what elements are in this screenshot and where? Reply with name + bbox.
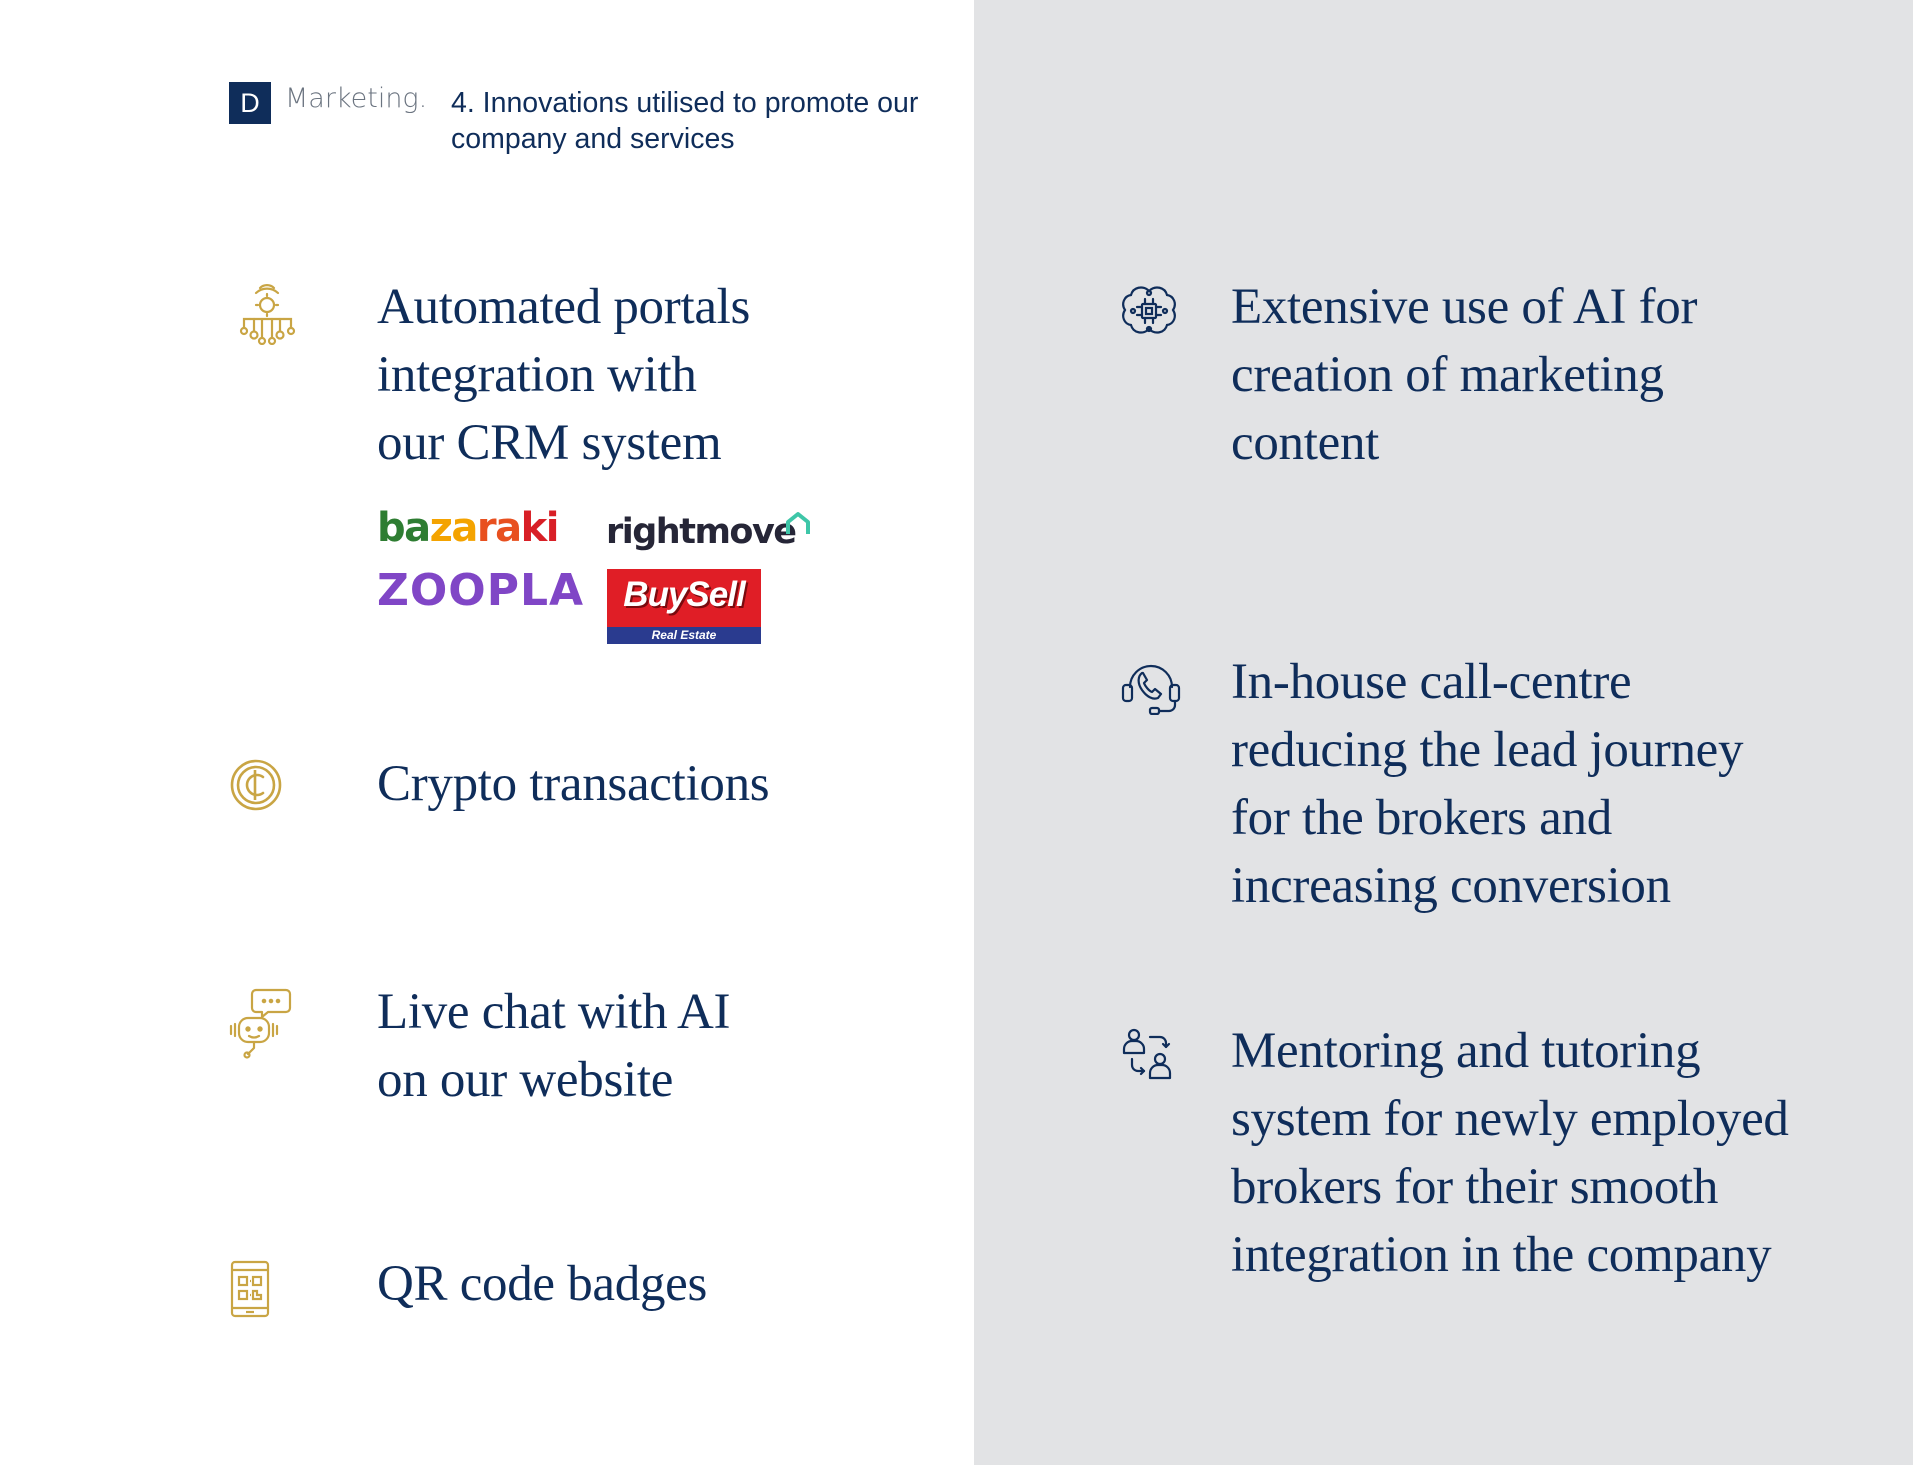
- qr-badges-title: QR code badges: [377, 1256, 708, 1312]
- bazaraki-letter: i: [545, 505, 558, 551]
- qr-phone-icon: [229, 1259, 271, 1319]
- section-badge: D: [229, 82, 271, 124]
- ai-marketing-title: Extensive use of AI for creation of marketing content: [1231, 279, 1698, 471]
- ai-chip-icon: [1120, 283, 1178, 339]
- bazaraki-letter: a: [404, 505, 430, 551]
- live-chat-title: Live chat with AI on our website: [377, 984, 731, 1108]
- network-gear-icon: [236, 283, 298, 345]
- bazaraki-letter: a: [495, 505, 521, 551]
- crypto-transactions-title: Crypto transactions: [377, 756, 770, 812]
- headset-icon: [1120, 657, 1182, 715]
- bazaraki-letter: b: [377, 505, 405, 551]
- crypto-coin-icon: [229, 758, 283, 812]
- buysell-logo: [607, 569, 761, 644]
- bazaraki-letter: a: [451, 505, 477, 551]
- buysell-subtitle: Real Estate: [607, 627, 761, 644]
- mentoring-title: Mentoring and tutoring system for newly employed brokers for their smooth integration in the company: [1231, 1023, 1789, 1283]
- page-subtitle: 4. Innovations utilised to promote our company and services: [451, 87, 919, 155]
- automated-portals-title: Automated portals integration with our CRM system: [377, 279, 751, 471]
- chat-bot-icon: [229, 986, 293, 1060]
- bazaraki-letter: z: [429, 505, 452, 551]
- buysell-wordmark: BuySell: [623, 575, 745, 614]
- bazaraki-letter: r: [476, 505, 496, 551]
- call-centre-title: In-house call-centre reducing the lead journey for the brokers and increasing conversion: [1231, 654, 1744, 914]
- rightmove-logo: [606, 512, 796, 552]
- section-title: Marketing.: [285, 83, 428, 114]
- bazaraki-logo: [377, 505, 558, 551]
- zoopla-logo: ZOOPLA: [377, 565, 585, 616]
- mentoring-people-icon: [1122, 1027, 1174, 1081]
- rightmove-wordmark: rightmove: [606, 512, 796, 552]
- house-icon: [784, 510, 812, 538]
- bazaraki-letter: k: [520, 505, 546, 551]
